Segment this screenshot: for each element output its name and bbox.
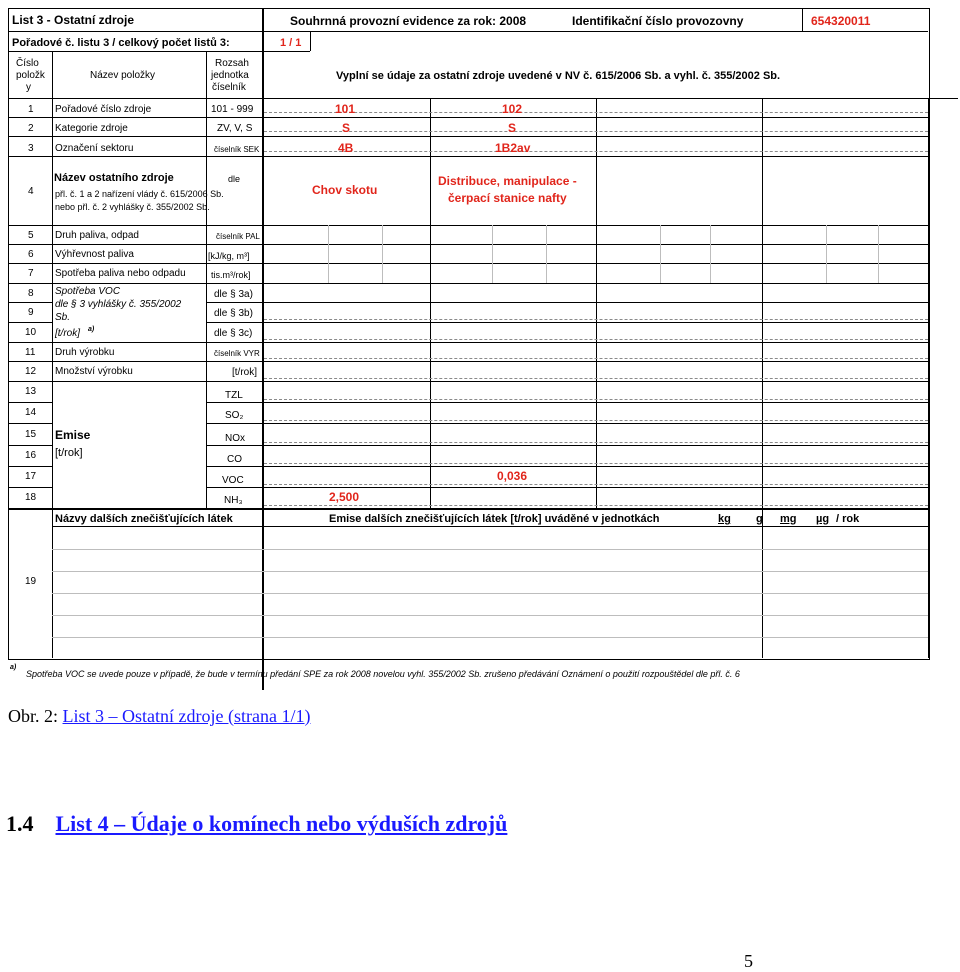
row-line: [206, 402, 928, 403]
other-pollutants-label: Názvy dalších znečišťujících látek: [55, 513, 233, 525]
footnote-ref: a): [88, 326, 95, 333]
col-range-header-3: číselník: [212, 82, 246, 93]
emissions-label: Emise: [55, 428, 91, 442]
emissions-unit: [t/rok]: [55, 447, 83, 459]
grid-line: [328, 225, 329, 283]
row-name: dle § 3 vyhlášky č. 355/2002: [55, 299, 182, 310]
row-value-1: 4B: [338, 141, 354, 155]
row-value-1: Chov skotu: [312, 183, 378, 197]
row-name: Kategorie zdroje: [55, 123, 128, 134]
row-line: [206, 487, 928, 488]
row-unit: tis.m³/rok]: [211, 270, 251, 280]
row-value-1: S: [342, 121, 351, 135]
row-unit: číselník PAL: [216, 232, 260, 241]
col-range-header-2: jednotka: [211, 70, 249, 81]
row-number: 10: [25, 327, 37, 338]
row-number: 16: [25, 450, 37, 461]
grid-line: [52, 571, 928, 572]
row-line: [206, 302, 928, 303]
row-unit: ZV, V, S: [217, 123, 253, 134]
source-name-dle: dle: [228, 174, 241, 184]
row-line: [8, 322, 52, 323]
row-unit: číselník VYR: [214, 349, 260, 358]
row-name: Spotřeba VOC: [55, 286, 121, 297]
col-name-header: Název položky: [90, 70, 156, 81]
grid-line: [264, 484, 928, 485]
row-line: [8, 487, 52, 488]
instruction-text: Vyplní se údaje za ostatní zdroje uvedené v NV č. 615/2006 Sb. a vyhl. č. 355/2002 Sb.: [336, 70, 781, 82]
row-name-unit: [t/rok]: [55, 328, 81, 339]
row-name: Spotřeba paliva nebo odpadu: [55, 268, 186, 279]
row-name: Pořadové číslo zdroje: [55, 104, 152, 115]
col-number-header-3: y: [26, 82, 31, 93]
row-number: 13: [25, 386, 37, 397]
grid-line: [264, 319, 928, 320]
column-line: [596, 98, 597, 508]
figure-caption: [8, 706, 310, 727]
row-unit: 101 - 999: [211, 104, 254, 115]
row-name: Druh paliva, odpad: [55, 230, 139, 241]
row-line: [8, 466, 52, 467]
row-number: 17: [25, 471, 37, 482]
row-number: 11: [25, 347, 36, 358]
column-line: [262, 8, 264, 690]
row-line: [52, 526, 928, 527]
row-number: 18: [25, 492, 37, 503]
caption-prefix: Obr. 2:: [8, 706, 59, 726]
row-line: [206, 445, 928, 446]
row-number: 15: [25, 429, 37, 440]
row-unit: dle § 3b): [214, 308, 253, 319]
row-line: [8, 445, 52, 446]
row-value-2: 1B2av: [495, 141, 531, 155]
row-unit: SO₂: [225, 410, 244, 421]
row-number: 3: [28, 143, 34, 154]
grid-line: [264, 505, 928, 506]
row-unit: VOC: [222, 475, 244, 486]
row-number: 14: [25, 407, 37, 418]
column-line: [206, 51, 207, 509]
row-line: [8, 381, 928, 382]
row-unit: [t/rok]: [232, 367, 258, 378]
section-title-link[interactable]: List 4 – Údaje o komínech nebo výduších zdrojů: [55, 811, 508, 836]
row-unit: NH₃: [224, 495, 243, 506]
grid-line: [660, 225, 661, 283]
row-line: [8, 402, 52, 403]
source-name-line2: přl. č. 1 a 2 nařízení vlády č. 615/2006 Sb.: [55, 189, 224, 199]
row-value-2: S: [508, 121, 517, 135]
grid-line: [878, 225, 879, 283]
row-line: [8, 302, 52, 303]
column-line: [52, 51, 53, 658]
divider: [8, 51, 310, 52]
row-line: [8, 283, 928, 284]
row-number: 7: [28, 268, 34, 279]
grid-line: [264, 112, 928, 113]
row-value-2-line2: čerpací stanice nafty: [448, 191, 567, 205]
source-name-label: Název ostatního zdroje: [54, 172, 174, 184]
section-number: 1.4: [6, 811, 34, 836]
row-unit: dle § 3c): [214, 328, 253, 339]
row-name: Sb.: [55, 312, 71, 323]
footnote-text: Spotřeba VOC se uvede pouze v případě, že bude v termínu předání SPE za rok 2008 novelou vyhl. 355/2002 Sb. zrušeno předávání Oznámení o použití rozpouštědel dle přl. č. 6: [26, 669, 740, 679]
row-line: [206, 322, 928, 323]
grid-line: [264, 131, 928, 132]
column-line: [928, 98, 929, 658]
row-value-2: 0,036: [497, 469, 528, 483]
grid-line: [52, 637, 928, 638]
grid-line: [264, 151, 928, 152]
row-number: 19: [25, 576, 37, 587]
row-number: 4: [28, 186, 34, 197]
row-line: [206, 423, 928, 424]
section-heading: [6, 811, 507, 837]
row-value-2: 102: [502, 102, 523, 116]
row-value-1: 2,500: [329, 490, 360, 504]
row-name: Množství výrobku: [55, 366, 133, 377]
grid-line: [264, 399, 928, 400]
row-line: [8, 263, 928, 264]
row-value-2-line1: Distribuce, manipulace -: [438, 174, 577, 188]
row-line: [8, 117, 928, 118]
row-name: Označení sektoru: [55, 143, 134, 154]
row-unit: CO: [227, 454, 242, 465]
row-number: 8: [28, 288, 34, 299]
grid-line: [264, 378, 928, 379]
unit-g: g: [756, 513, 763, 525]
row-unit: číselník SEK: [214, 145, 260, 154]
grid-line: [826, 225, 827, 283]
grid-line: [52, 615, 928, 616]
row-name: Druh výrobku: [55, 347, 115, 358]
row-number: 12: [25, 366, 37, 377]
row-number: 9: [28, 307, 34, 318]
row-value-1: 101: [335, 102, 356, 116]
row-line: [8, 342, 928, 343]
unit-kg: kg: [718, 513, 731, 525]
source-name-line3: nebo přl. č. 2 vyhlášky č. 355/2002 Sb.: [55, 202, 210, 212]
unit-mg: mg: [780, 513, 797, 525]
row-line: [8, 225, 928, 226]
row-unit: NOx: [225, 433, 245, 444]
row-unit: [kJ/kg, m³]: [208, 251, 250, 261]
unit-ug: µg: [816, 513, 830, 525]
row-line: [8, 136, 928, 137]
id-label: Identifikační číslo provozovny: [572, 14, 744, 28]
divider: [8, 98, 928, 99]
row-unit: TZL: [225, 390, 243, 401]
row-line: [206, 466, 928, 467]
row-line: [8, 508, 928, 510]
row-unit: dle § 3a): [214, 289, 253, 300]
grid-line: [382, 225, 383, 283]
divider: [802, 8, 803, 31]
column-line: [430, 98, 431, 508]
page-number: 5: [744, 951, 753, 971]
grid-line: [264, 339, 928, 340]
other-emissions-label: Emise dalších znečišťujících látek [t/rok] uváděné v jednotkách: [329, 513, 660, 525]
row-line: [8, 244, 928, 245]
col-number-header-2: položk: [16, 70, 45, 81]
row-line: [8, 156, 928, 157]
id-value: 654320011: [811, 14, 871, 28]
grid-line: [264, 442, 928, 443]
form-screenshot: [8, 8, 930, 690]
row-number: 6: [28, 249, 34, 260]
grid-line: [546, 225, 547, 283]
grid-line: [492, 225, 493, 283]
row-number: 5: [28, 230, 34, 241]
divider: [310, 31, 311, 51]
row-line: [8, 361, 928, 362]
col-number-header-1: Číslo: [16, 58, 39, 69]
caption-link[interactable]: List 3 – Ostatní zdroje (strana 1/1): [62, 706, 311, 726]
sheet-order-label: Pořadové č. listu 3 / celkový počet listů 3:: [12, 37, 230, 49]
row-line: [8, 423, 52, 424]
grid-line: [264, 420, 928, 421]
grid-line: [52, 593, 928, 594]
col-range-header-1: Rozsah: [215, 58, 249, 69]
row-name: Výhřevnost paliva: [55, 249, 134, 260]
row-number: 2: [28, 123, 34, 134]
divider: [928, 98, 958, 99]
grid-line: [264, 358, 928, 359]
summary-label: Souhrnná provozní evidence za rok: 2008: [290, 14, 527, 28]
sheet-title: List 3 - Ostatní zdroje: [12, 13, 135, 27]
sheet-order-value: 1 / 1: [280, 37, 302, 49]
grid-line: [710, 225, 711, 283]
footnote-mark: a): [10, 664, 17, 671]
grid-line: [52, 549, 928, 550]
divider: [8, 31, 928, 32]
units-suffix: / rok: [836, 513, 860, 525]
row-number: 1: [28, 104, 34, 115]
grid-line: [264, 463, 928, 464]
